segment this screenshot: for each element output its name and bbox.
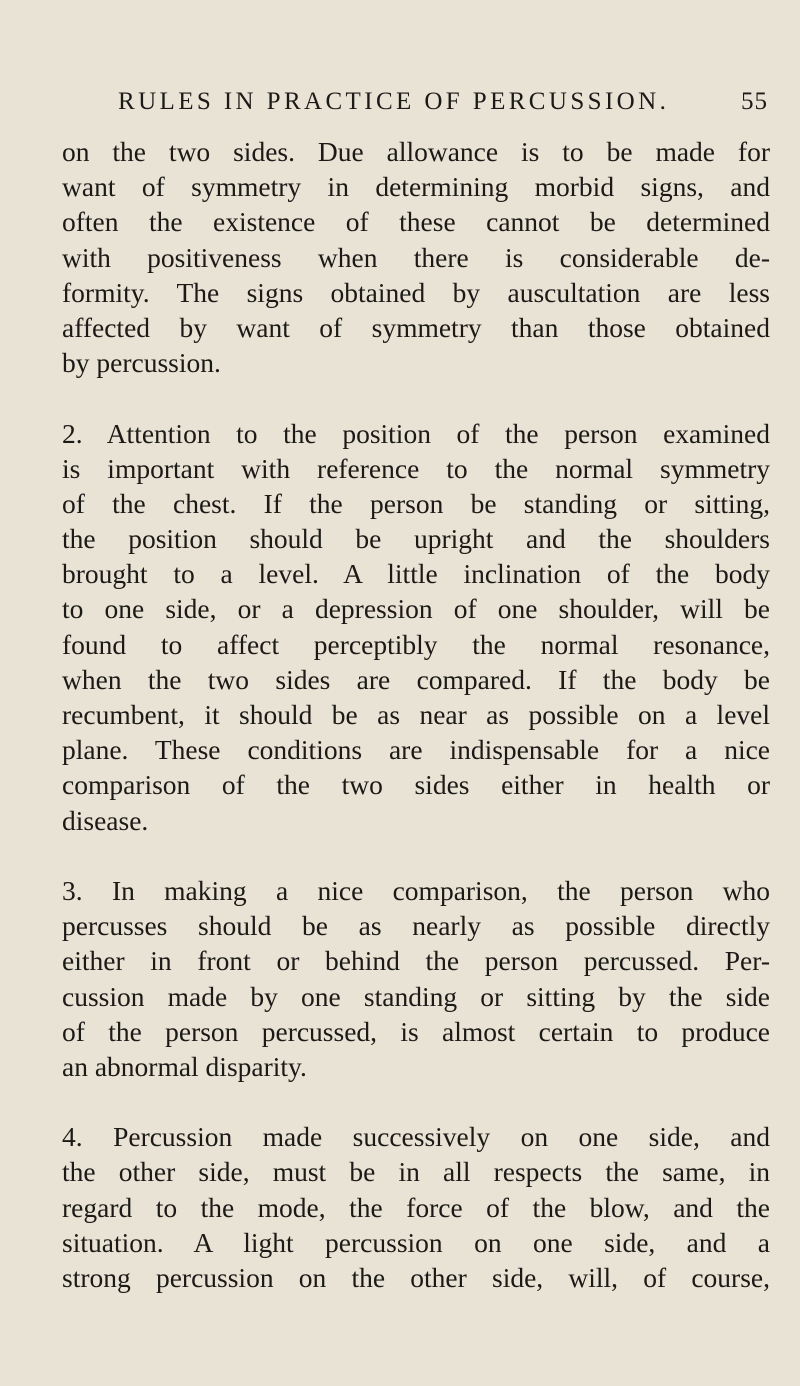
text-line: 3. In making a nice comparison, the person who	[62, 874, 770, 906]
text-line: plane. These conditions are indispensable for a nice	[62, 734, 770, 766]
page-number: 55	[741, 88, 768, 115]
text-line: affected by want of symmetry than those obtained	[62, 311, 770, 343]
text-line: the position should be upright and the shoulders	[62, 523, 770, 555]
text-line: situation. A light percussion on one side, and a	[62, 1226, 770, 1258]
paragraph-gap	[62, 838, 770, 873]
text-line: with positiveness when there is considerable de-	[62, 241, 770, 273]
text-line: comparison of the two sides either in health or	[62, 769, 770, 801]
text-line: disease.	[62, 804, 149, 836]
text-line: cussion made by one standing or sitting by the side	[62, 980, 770, 1012]
paragraph-gap	[62, 1084, 770, 1119]
text-line: to one side, or a depression of one shoulder, will be	[62, 593, 770, 625]
text-line: brought to a level. A little inclination of the body	[62, 558, 770, 590]
text-line: either in front or behind the person percussed. Per-	[62, 945, 770, 977]
text-line: on the two sides. Due allowance is to be made for	[62, 136, 770, 167]
text-line: want of symmetry in determining morbid signs, and	[62, 171, 770, 203]
text-line: recumbent, it should be as near as possible on a level	[62, 699, 770, 730]
text-line: found to affect perceptibly the normal resonance,	[62, 628, 770, 660]
text-line: strong percussion on the other side, will, of course,	[62, 1262, 770, 1293]
text-line: of the person percussed, is almost certain to produce	[62, 1015, 770, 1047]
text-line: of the chest. If the person be standing or sitting,	[62, 487, 770, 519]
text-line: 2. Attention to the position of the person examined	[62, 417, 770, 449]
text-line: regard to the mode, the force of the blow, and the	[62, 1191, 770, 1223]
text-line: an abnormal disparity.	[62, 1050, 307, 1082]
text-line: is important with reference to the normal symmetry	[62, 452, 770, 484]
running-header	[118, 88, 768, 124]
text-line: when the two sides are compared. If the body be	[62, 663, 770, 695]
text-line: often the existence of these cannot be determined	[62, 206, 770, 238]
running-title: RULES IN PRACTICE OF PERCUSSION.	[118, 88, 670, 115]
text-line: percusses should be as nearly as possible directly	[62, 910, 770, 942]
body-text	[62, 134, 770, 1295]
text-line: by percussion.	[62, 347, 221, 379]
text-line: the other side, must be in all respects the same, in	[62, 1156, 770, 1188]
paragraph-gap	[62, 380, 770, 415]
text-line: 4. Percussion made successively on one side, and	[62, 1121, 770, 1153]
text-line: formity. The signs obtained by auscultation are less	[62, 276, 770, 308]
